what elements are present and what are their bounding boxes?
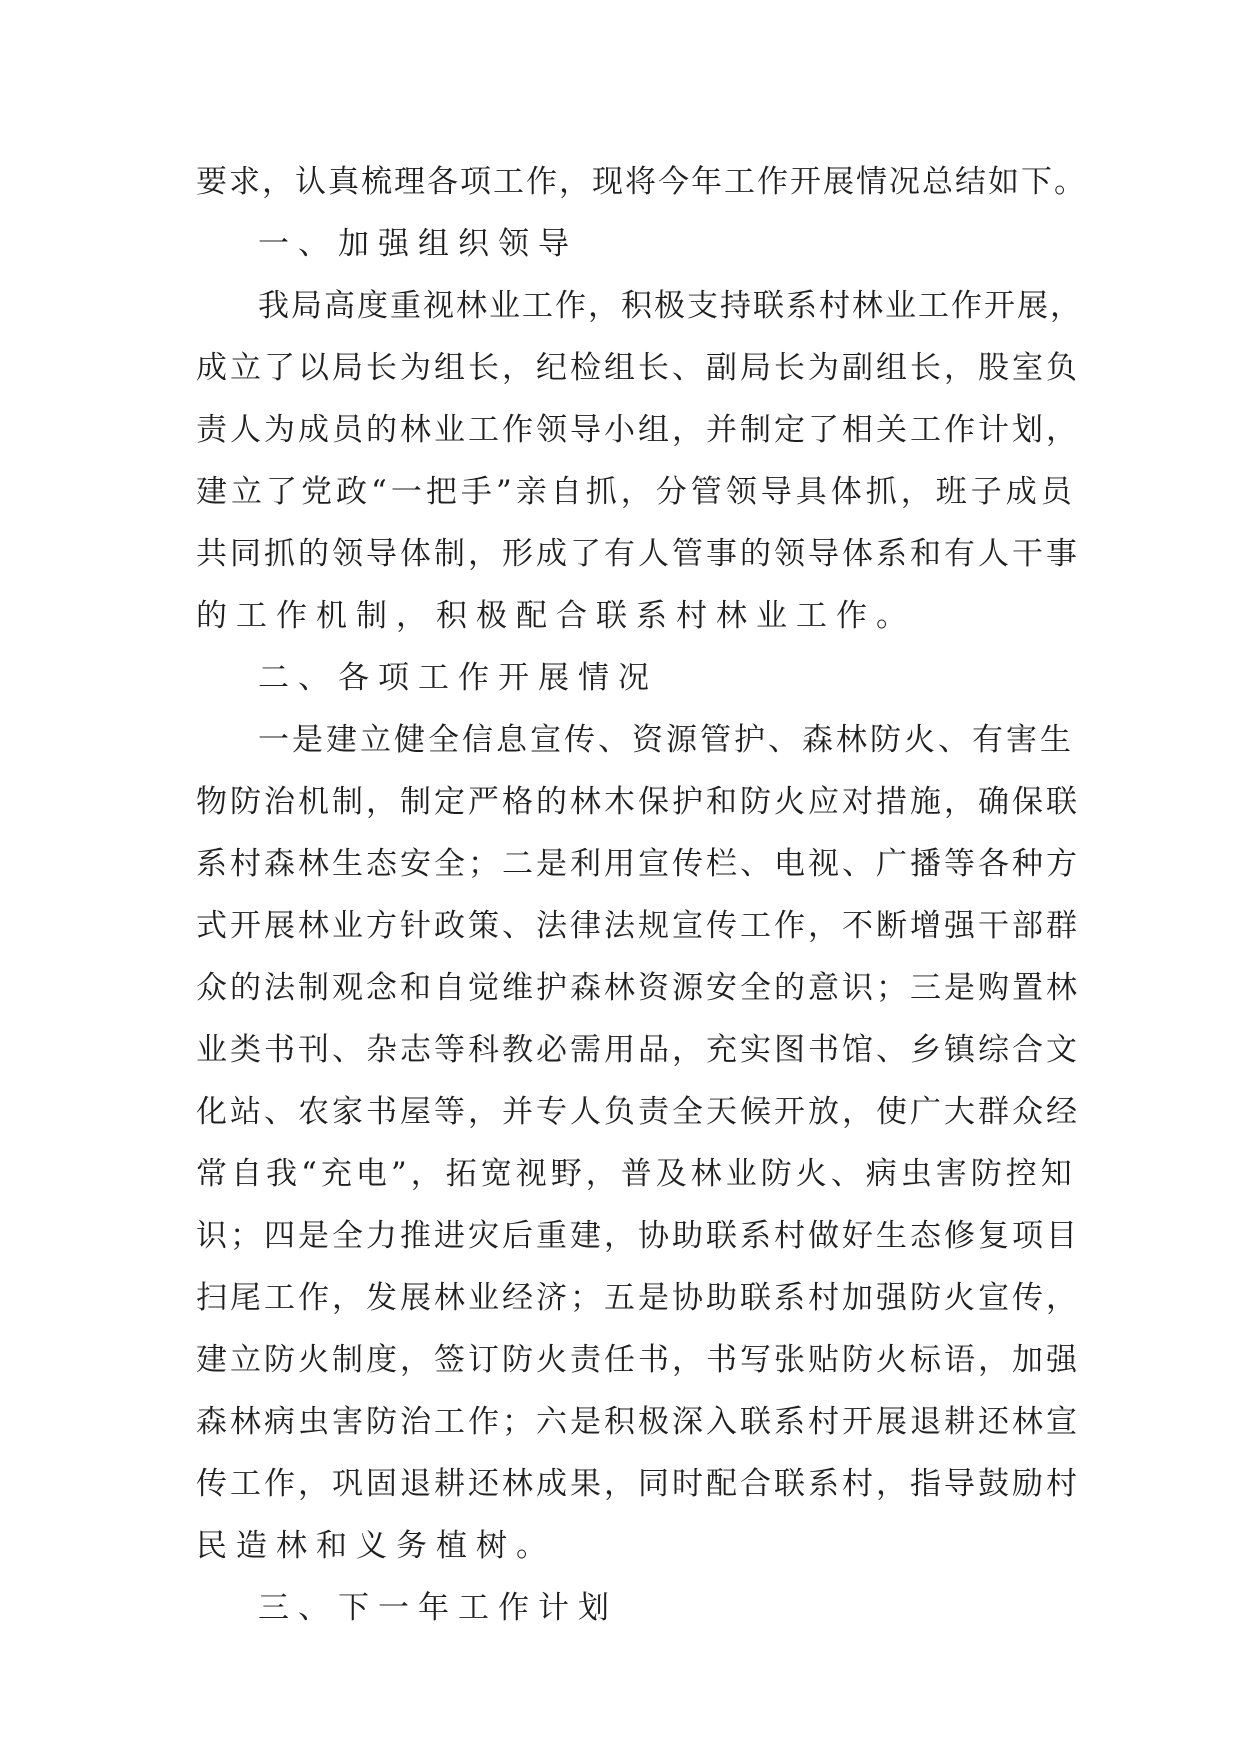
paragraph-line: 成立了以局长为组长，纪检组长、副局长为副组长，股室负 <box>196 350 1080 386</box>
paragraph-line: 业类书刊、杂志等科教必需用品，充实图书馆、乡镇综合文 <box>196 1032 1080 1068</box>
paragraph-line: 众的法制观念和自觉维护森林资源安全的意识；三是购置林 <box>196 970 1080 1006</box>
paragraph-line: 式开展林业方针政策、法律法规宣传工作，不断增强干部群 <box>196 908 1080 944</box>
paragraph-line: 建立防火制度，签订防火责任书，书写张贴防火标语，加强 <box>196 1342 1080 1378</box>
paragraph-line: 共同抓的领导体制，形成了有人管事的领导体系和有人干事 <box>196 536 1080 572</box>
section-heading-1: 一、加强组织领导 <box>258 226 578 262</box>
paragraph-line: 化站、农家书屋等，并专人负责全天候开放，使广大群众经 <box>196 1094 1080 1130</box>
paragraph-line: 一是建立健全信息宣传、资源管护、森林防火、有害生 <box>258 722 1074 758</box>
paragraph-line: 常自我“充电”，拓宽视野，普及林业防火、病虫害防控知 <box>196 1156 1076 1192</box>
paragraph-line: 民造林和义务植树。 <box>196 1528 556 1564</box>
section-heading-3: 三、下一年工作计划 <box>258 1590 618 1626</box>
paragraph-line: 的工作机制，积极配合联系村林业工作。 <box>196 598 916 634</box>
paragraph-line: 责人为成员的林业工作领导小组，并制定了相关工作计划， <box>196 412 1080 448</box>
paragraph-line: 森林病虫害防治工作；六是积极深入联系村开展退耕还林宣 <box>196 1404 1080 1440</box>
paragraph-intro-line: 要求，认真梳理各项工作，现将今年工作开展情况总结如下。 <box>196 164 1087 200</box>
paragraph-line: 建立了党政“一把手”亲自抓，分管领导具体抓，班子成员 <box>196 474 1076 510</box>
paragraph-line: 我局高度重视林业工作，积极支持联系村林业工作开展， <box>258 288 1083 324</box>
paragraph-line: 扫尾工作，发展林业经济；五是协助联系村加强防火宣传， <box>196 1280 1080 1316</box>
paragraph-line: 传工作，巩固退耕还林成果，同时配合联系村，指导鼓励村 <box>196 1466 1080 1502</box>
paragraph-line: 物防治机制，制定严格的林木保护和防火应对措施，确保联 <box>196 784 1080 820</box>
section-heading-2: 二、各项工作开展情况 <box>258 660 658 696</box>
paragraph-line: 系村森林生态安全；二是利用宣传栏、电视、广播等各种方 <box>196 846 1080 882</box>
paragraph-line: 识；四是全力推进灾后重建，协助联系村做好生态修复项目 <box>196 1218 1080 1254</box>
